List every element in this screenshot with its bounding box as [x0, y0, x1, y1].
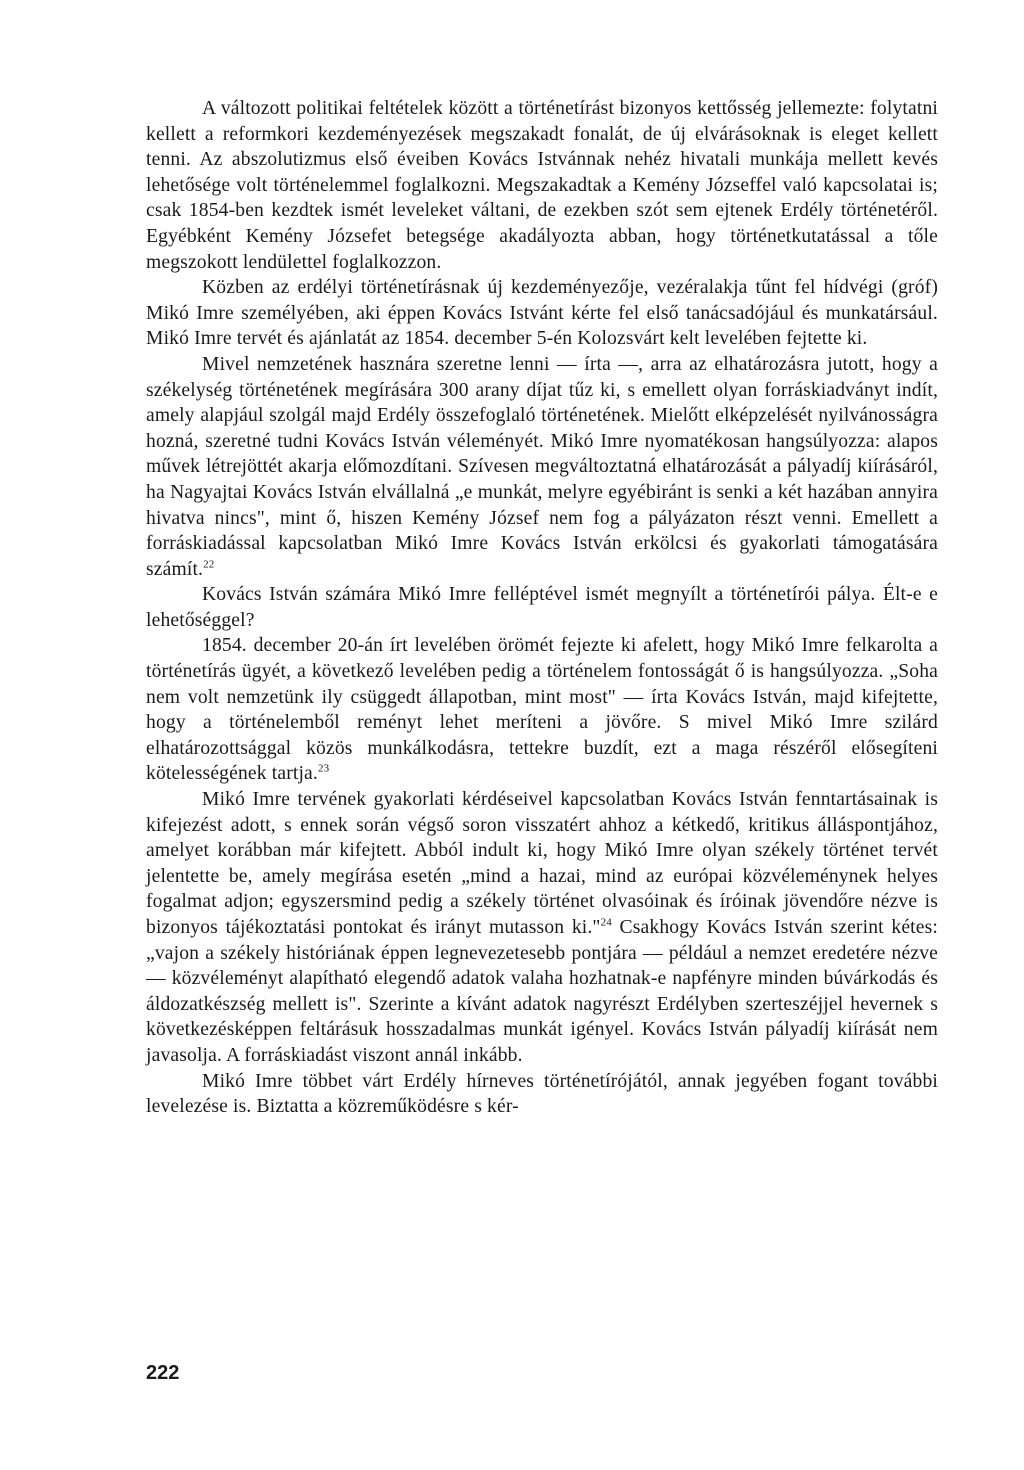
footnote-ref-22: 22 [203, 558, 215, 571]
footnote-ref-23: 23 [317, 762, 330, 775]
paragraph-7 [146, 1069, 938, 1120]
body-text [146, 96, 938, 1120]
paragraph-6 [146, 787, 938, 1069]
paragraph-text: 1854. december 20-án írt levelében örömét fejezte ki afelett, hogy Mikó Imre felkarolta a történetírás ügyét, a következő levelében pedig a történelem fontosságát ő is hangsúlyozza. „Soha nem volt nemzetünk ily csüggedt állapotban, mint most" — írta Kovács István, majd kifejtette, hogy a történelemből reményt lehet meríteni a jövőre. S mivel Mikó Imre szilárd elhatározottsággal közös munkálkodásra, tettekre buzdít, ezt a maga részéről elősegíteni kötelességének tartja. [146, 635, 938, 785]
footnote-ref-24: 24 [600, 916, 612, 929]
page-number: 222 [146, 1362, 180, 1384]
paragraph-text: Mikó Imre tervének gyakorlati kérdéseivel kapcsolatban Kovács István fenntartásainak is kifejezést adott, s ennek során végső soron visszatért ahhoz a kétkedő, kritikus álláspontjához, amelyet korábban már kifejtett. Abból indult ki, hogy Mikó Imre olyan székely történet tervét jelentette be, amely megírása esetén „mind a hazai, mind az európai közvéleménynek helyes fogalmat adjon; egyszersmind pedig a székely történet olvasóinak és íróinak jövendőre nézve is bizonyos tájékoztatási pontokat és irányt mutasson ki." [146, 789, 938, 938]
paragraph-5 [146, 633, 938, 787]
paragraph-text: Mivel nemzetének hasznára szeretne lenni — írta —, arra az elhatározásra jutott, hogy a székelység történetének megírására 300 arany díjat tűz ki, s emellett olyan forráskiadványt indít, amely alapjául szolgál majd Erdély összefoglaló történetének. Mielőtt elképzelését nyilvánosságra hozná, szeretné tudni Kovács István véleményét. Mikó Imre nyomatékosan hangsúlyozza: alapos művek létrejöttét akarja előmozdítani. Szívesen megváltoztatná elhatározását a pályadíj kiírásáról, ha Nagyajtai Kovács István elvállalná „e munkát, melyre egyébiránt is senki a két hazában annyira hivatva nincs", mint ő, hiszen Kemény József nem fog a pályázaton részt venni. Emellett a forráskiadással kapcsolatban Mikó Imre Kovács István erkölcsi és gyakorlati támogatására számít. [146, 353, 938, 580]
paragraph-text: Mikó Imre többet várt Erdély hírneves történetírójától, annak jegyében fogant további levelezése is. Biztatta a közreműködésre s kér- [146, 1070, 938, 1118]
paragraph-1 [146, 96, 938, 275]
paragraph-2 [146, 275, 938, 352]
paragraph-text-continued: Csakhogy Kovács István szerint kétes: „vajon a székely históriának éppen legnevezetesebb pontjára — például a nemzet eredetére nézve — közvéleményt alapítható elegendő adatok valaha hozhatnak-e napfényre minden búvárkodás és áldozatkészség mellett is". Szerinte a kívánt adatok nagyrészt Erdélyben szerteszéjjel hevernek s következésképpen feltárásuk hosszadalmas munkát igényel. Kovács István pályadíj kiírását nem javasolja. A forráskiadást viszont annál inkább. [146, 917, 938, 1066]
paragraph-text: A változott politikai feltételek között a történetírást bizonyos kettősség jellemezte: folytatni kellett a reformkori kezdeményezések megszakadt fonalát, de új elvárásoknak is eleget kellett tenni. Az abszolutizmus első éveiben Kovács Istvánnak nehéz hivatali munkája mellett kevés lehetősége volt történelemmel foglalkozni. Megszakadtak a Kemény Józseffel való kapcsolatai is; csak 1854-ben kezdtek ismét leveleket váltani, de ezekben szót sem ejtenek Erdély történetéről. Egyébként Kemény Józsefet betegsége akadályozta abban, hogy történetkutatással a tőle megszokott lendülettel foglalkozzon. [146, 98, 938, 273]
paragraph-4 [146, 582, 938, 633]
paragraph-3 [146, 352, 938, 582]
paragraph-text: Kovács István számára Mikó Imre felléptével ismét megnyílt a történetírói pálya. Élt-e e lehetőséggel? [146, 584, 938, 631]
paragraph-text: Közben az erdélyi történetírásnak új kezdeményezője, vezéralakja tűnt fel hídvégi (gróf) Mikó Imre személyében, aki éppen Kovács Istvánt kérte fel első tanácsadójául és munkatársául. Mikó Imre tervét és ajánlatát az 1854. december 5-én Kolozsvárt kelt levelében fejtette ki. [146, 277, 938, 350]
